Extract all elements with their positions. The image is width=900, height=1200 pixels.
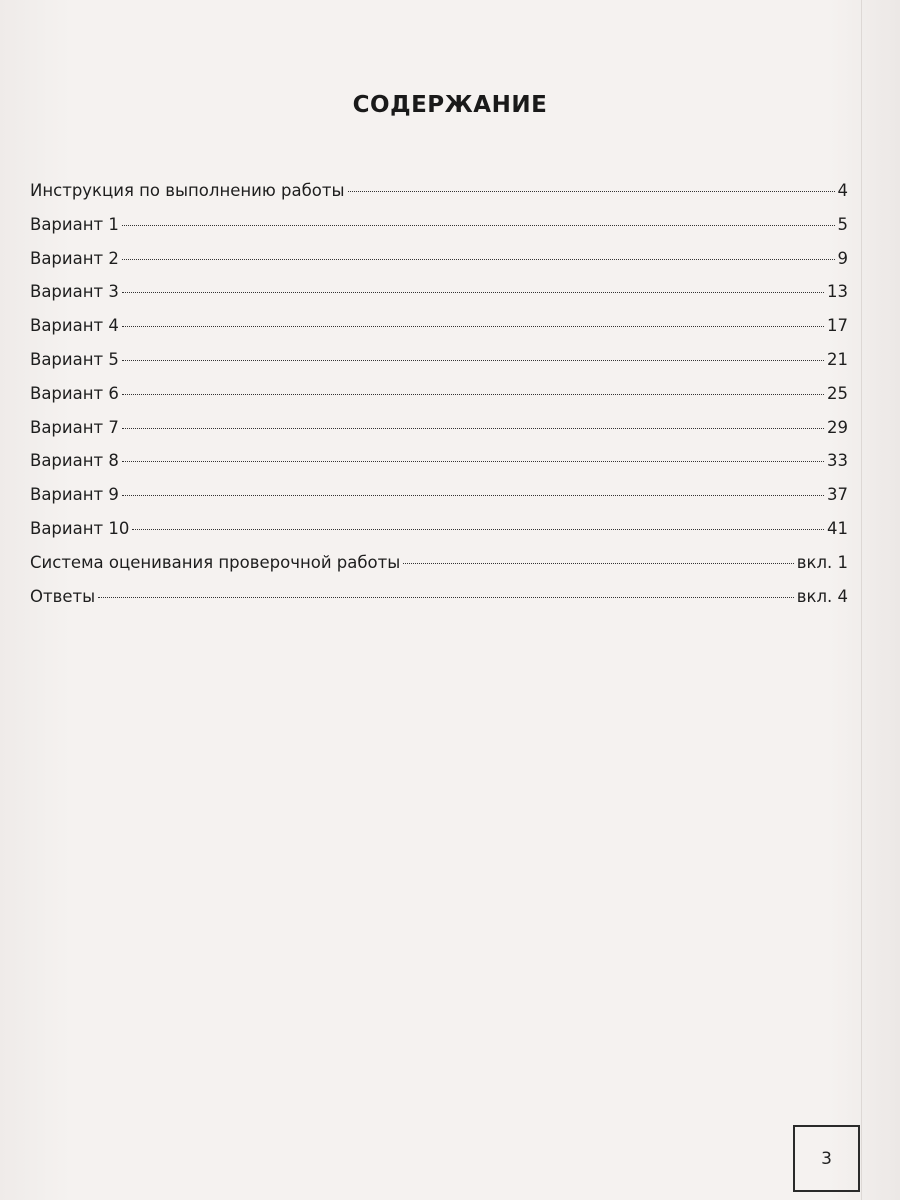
toc-page: 21 <box>827 349 848 369</box>
toc-row <box>30 451 848 485</box>
toc-row <box>30 587 848 621</box>
toc-page: 37 <box>827 485 848 505</box>
toc-leader-dots <box>98 597 794 598</box>
toc-leader-dots <box>403 563 793 564</box>
toc-label: Вариант 4 <box>30 316 119 336</box>
toc-row <box>30 350 848 384</box>
toc-page: 41 <box>827 518 848 538</box>
toc-row <box>30 215 848 249</box>
toc-page: 17 <box>827 316 848 336</box>
toc-page: 5 <box>837 214 848 234</box>
toc-page: 4 <box>837 181 848 200</box>
toc-page: 25 <box>827 383 848 403</box>
page-edge-line <box>861 0 862 1200</box>
toc-label: Вариант 6 <box>30 383 119 403</box>
toc-row <box>30 418 848 452</box>
toc-label: Вариант 5 <box>30 349 119 369</box>
toc-page: 29 <box>827 417 848 437</box>
toc-row <box>30 181 848 215</box>
toc-label: Ответы <box>30 586 96 606</box>
toc-label: Инструкция по выполнению работы <box>30 181 345 200</box>
toc-label: Вариант 1 <box>30 214 119 234</box>
toc-label: Вариант 3 <box>30 282 119 302</box>
toc-leader-dots <box>122 225 835 226</box>
page-title: СОДЕРЖАНИЕ <box>352 92 548 118</box>
toc-page: вкл. 4 <box>796 586 848 606</box>
toc-leader-dots <box>122 394 824 395</box>
toc-leader-dots <box>122 360 824 361</box>
toc-row <box>30 553 848 587</box>
toc-row <box>30 485 848 519</box>
table-of-contents <box>30 181 848 620</box>
toc-label: Вариант 7 <box>30 417 119 437</box>
page-number: 3 <box>793 1125 860 1192</box>
toc-row <box>30 519 848 553</box>
toc-label: Вариант 9 <box>30 485 119 505</box>
toc-leader-dots <box>132 529 824 530</box>
toc-page: 9 <box>837 248 848 268</box>
toc-page: вкл. 1 <box>796 552 848 572</box>
toc-row <box>30 249 848 283</box>
toc-leader-dots <box>122 326 824 327</box>
toc-row <box>30 384 848 418</box>
toc-page: 33 <box>827 451 848 471</box>
toc-leader-dots <box>348 191 835 192</box>
toc-page: 13 <box>827 282 848 302</box>
toc-leader-dots <box>122 259 835 260</box>
toc-leader-dots <box>122 292 824 293</box>
toc-label: Вариант 10 <box>30 518 130 538</box>
toc-row <box>30 316 848 350</box>
toc-leader-dots <box>122 495 824 496</box>
toc-leader-dots <box>122 461 824 462</box>
toc-row <box>30 282 848 316</box>
toc-label: Вариант 8 <box>30 451 119 471</box>
toc-label: Вариант 2 <box>30 248 119 268</box>
toc-leader-dots <box>122 428 824 429</box>
toc-label: Система оценивания проверочной работы <box>30 552 401 572</box>
